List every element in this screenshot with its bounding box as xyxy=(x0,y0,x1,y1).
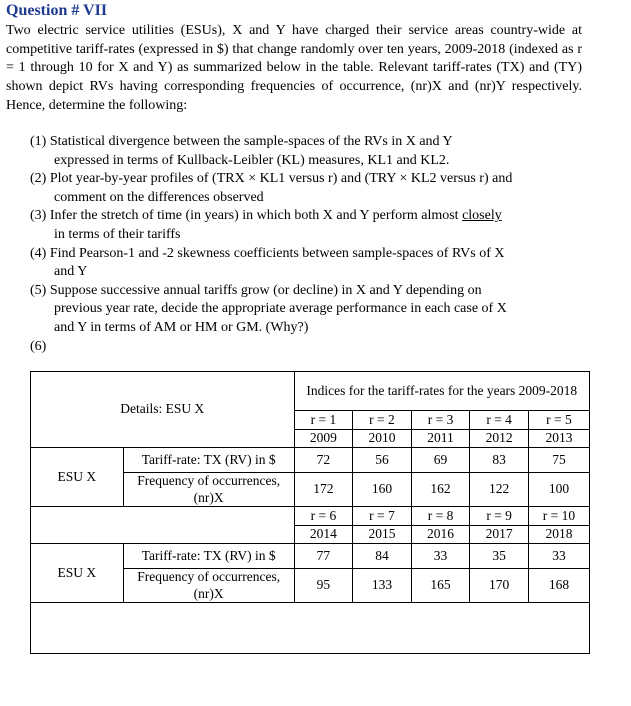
index-cell: r = 5 xyxy=(528,411,589,430)
tariff-cell: 33 xyxy=(528,544,589,569)
frequency-cell: 122 xyxy=(470,473,529,507)
frequency-cell: 133 xyxy=(353,569,412,603)
list-item xyxy=(30,133,582,170)
frequency-cell: 165 xyxy=(411,569,470,603)
tariff-table xyxy=(30,371,590,654)
esu-label: ESU X xyxy=(31,448,124,507)
frequency-cell: 100 xyxy=(528,473,589,507)
intro-paragraph: Two electric service utilities (ESUs), X and Y have charged their service areas country-wide at competitive tariff-rates (expressed in $) that change randomly over ten years, 2009-2018 (indexed as r = 1 through 10 for X and Y) as summarized below in the table. Relevant tariff-rates (TX) and (TY) shown depict RVs having corresponding frequencies of occurrence, (nr)X and (nr)Y respectively. Hence, determine the following: xyxy=(6,23,582,113)
frequency-cell: 160 xyxy=(353,473,412,507)
item-text: Plot year-by-year profiles of (TRX × KL1 versus r) and (TRY × KL2 versus r) and xyxy=(49,171,513,187)
index-cell: r = 7 xyxy=(353,507,412,526)
item-number: (2) xyxy=(30,171,47,187)
item-text: and Y in terms of AM or HM or GM. (Why?) xyxy=(54,319,309,335)
index-cell: r = 10 xyxy=(528,507,589,526)
blank-row xyxy=(31,603,590,654)
year-cell: 2012 xyxy=(470,430,529,448)
frequency-cell: 170 xyxy=(470,569,529,603)
frequency-cell: 162 xyxy=(411,473,470,507)
item-number: (6) xyxy=(30,338,47,354)
item-number: (3) xyxy=(30,208,47,224)
index-cell: r = 9 xyxy=(470,507,529,526)
frequency-label: Frequency of occurrences, (nr)X xyxy=(123,569,294,603)
year-cell: 2013 xyxy=(528,430,589,448)
frequency-cell: 95 xyxy=(294,569,353,603)
item-text: in terms of their tariffs xyxy=(54,226,181,242)
tariff-cell: 33 xyxy=(411,544,470,569)
item-text: previous year rate, decide the appropriate average performance in each case of X xyxy=(54,301,507,317)
blank-cell xyxy=(31,507,295,544)
tariff-cell: 77 xyxy=(294,544,353,569)
item-text: and Y xyxy=(54,264,88,280)
list-item xyxy=(30,282,582,338)
list-item xyxy=(30,207,582,244)
item-text: Statistical divergence between the sample-spaces of the RVs in X and Y xyxy=(49,134,453,149)
index-cell: r = 3 xyxy=(411,411,470,430)
indices-header: Indices for the tariff-rates for the years 2009-2018 xyxy=(294,372,589,411)
frequency-label: Frequency of occurrences, (nr)X xyxy=(123,473,294,507)
list-item xyxy=(30,245,582,282)
index-cell: r = 4 xyxy=(470,411,529,430)
item-text: Suppose successive annual tariffs grow (or decline) in X and Y depending on xyxy=(49,282,482,298)
item-number: (4) xyxy=(30,245,47,261)
year-cell: 2017 xyxy=(470,526,529,544)
index-cell: r = 2 xyxy=(353,411,412,430)
year-cell: 2011 xyxy=(411,430,470,448)
year-cell: 2015 xyxy=(353,526,412,544)
year-cell: 2009 xyxy=(294,430,353,448)
year-cell: 2018 xyxy=(528,526,589,544)
frequency-cell: 168 xyxy=(528,569,589,603)
tariff-label: Tariff-rate: TX (RV) in $ xyxy=(123,544,294,569)
index-cell: r = 8 xyxy=(411,507,470,526)
year-cell: 2010 xyxy=(353,430,412,448)
frequency-cell: 172 xyxy=(294,473,353,507)
item-text: comment on the differences observed xyxy=(54,189,264,205)
details-label: Details: ESU X xyxy=(31,372,295,448)
esu-label: ESU X xyxy=(31,544,124,603)
question-list xyxy=(30,133,582,356)
list-item xyxy=(30,170,582,207)
index-cell: r = 1 xyxy=(294,411,353,430)
tariff-cell: 84 xyxy=(353,544,412,569)
year-cell: 2016 xyxy=(411,526,470,544)
list-item xyxy=(30,338,582,357)
tariff-cell: 83 xyxy=(470,448,529,473)
tariff-cell: 35 xyxy=(470,544,529,569)
tariff-label: Tariff-rate: TX (RV) in $ xyxy=(123,448,294,473)
underlined-word: closely xyxy=(462,208,502,224)
year-cell: 2014 xyxy=(294,526,353,544)
item-text: Infer the stretch of time (in years) in which both X and Y perform almost xyxy=(49,208,463,224)
tariff-cell: 69 xyxy=(411,448,470,473)
item-number: (5) xyxy=(30,282,47,298)
tariff-cell: 72 xyxy=(294,448,353,473)
tariff-cell: 75 xyxy=(528,448,589,473)
question-title: Question # VII xyxy=(6,2,108,19)
tariff-cell: 56 xyxy=(353,448,412,473)
item-text: expressed in terms of Kullback-Leibler (KL) measures, KL1 and KL2. xyxy=(54,152,450,168)
item-number: (1) xyxy=(30,134,47,149)
item-text: Find Pearson-1 and -2 skewness coefficients between sample-spaces of RVs of X xyxy=(49,245,505,261)
index-cell: r = 6 xyxy=(294,507,353,526)
